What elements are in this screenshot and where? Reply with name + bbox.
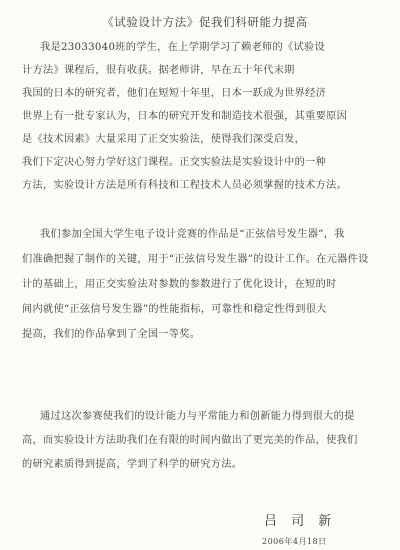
paragraph-2-line-1: 我们参加全国大学生电子设计竞赛的作品是“正弦信号发生器”，我 bbox=[40, 229, 345, 240]
paragraph-1-line-3: 我国的日本的研究者，他们在短短十年里，日本一跃成为世界经济 bbox=[22, 88, 327, 99]
paragraph-1-line-6: 我们下定决心努力学好这门课程。正交实验法是实验设计中的一种 bbox=[22, 157, 327, 168]
paragraph-1-line-7: 方法，实验设计方法是所有科技和工程技术人员必须掌握的技术方法。 bbox=[22, 180, 348, 191]
paragraph-2-line-3: 计的基础上，用正交实验法对参数的参数进行了优化设计，在短的时 bbox=[22, 279, 337, 290]
paragraph-2-line-2: 们准确把握了制作的关键，用于“正弦信号发生器”的设计工作。在元器件设 bbox=[22, 254, 369, 265]
signature: 吕 司 新 bbox=[264, 514, 337, 529]
paragraph-2-line-4: 间内就使“正弦信号发生器”的性能指标，可靠性和稳定性得到很大 bbox=[22, 304, 327, 315]
paragraph-1-line-4: 世界上有一批专家认为，日本的研究开发和制造技术很强，其重要原因 bbox=[22, 111, 348, 122]
date: 2006年4月18日 bbox=[262, 537, 327, 546]
paragraph-1-line-2: 计方法》课程后，很有收获。据老师讲，早在五十年代末期 bbox=[22, 65, 295, 76]
paragraph-1-line-1: 我是23033040班的学生，在上学期学习了赖老师的《试验设 bbox=[40, 42, 325, 53]
paragraph-3-line-2: 高，而实验设计方法助我们在有限的时间内做出了更完美的作品，使我们 bbox=[22, 435, 358, 446]
paragraph-3-line-3: 的研究素质得到提高，学到了科学的研究方法。 bbox=[22, 459, 243, 470]
paragraph-2-line-5: 提高，我们的作品拿到了全国一等奖。 bbox=[22, 329, 201, 340]
document-title: 《试验设计方法》促我们科研能力提高 bbox=[102, 15, 308, 29]
paragraph-1-line-5: 是《技术因素》大量采用了正交实验法，使得我们深受启发， bbox=[22, 134, 306, 145]
paragraph-3-line-1: 通过这次参赛使我们的设计能力与平常能力和创新能力得到很大的提 bbox=[40, 411, 355, 422]
